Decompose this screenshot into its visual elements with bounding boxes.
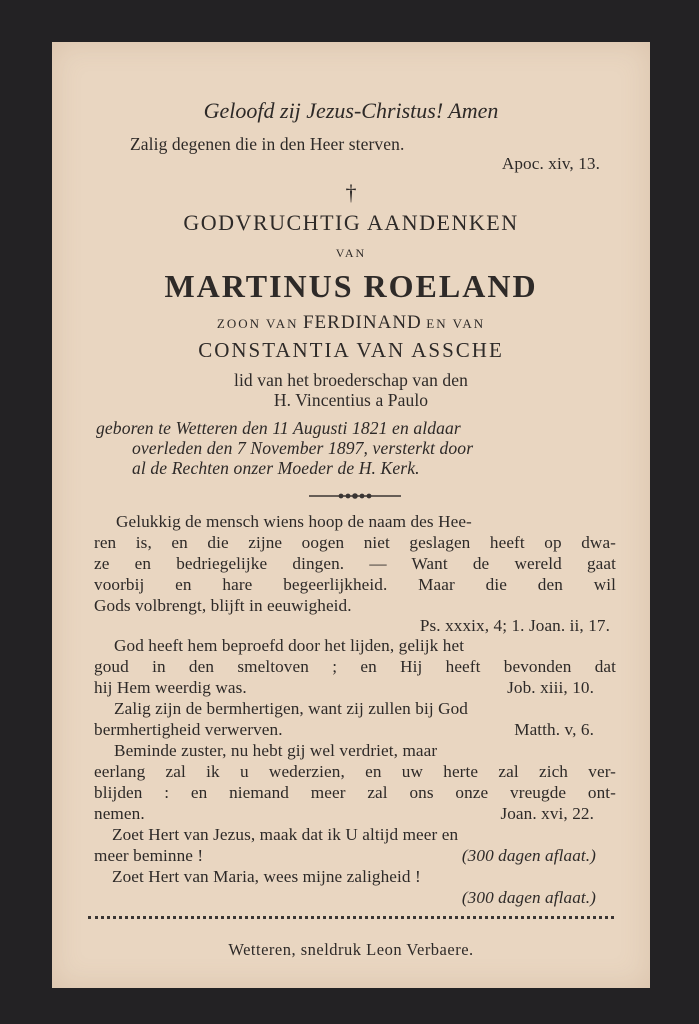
mother-name: CONSTANTIA VAN ASSCHE: [198, 338, 504, 362]
text-line: blijden : en niemand meer zal ons onze vreugde ont-: [94, 783, 616, 802]
scripture-reference: Joan. xvi, 22.: [500, 804, 594, 823]
text-line: meer beminne !: [94, 846, 204, 865]
ornament-divider-icon: [307, 491, 403, 501]
en-van-label: EN VAN: [426, 316, 486, 331]
cross-icon: †: [345, 180, 357, 205]
dotted-divider: [88, 916, 614, 919]
text-line: God heeft hem beproefd door het lijden, gelijk het: [114, 636, 465, 655]
text-line: eerlang zal ik u wederzien, en uw herte zal zich ver-: [94, 762, 616, 781]
text-line: ren is, en die zijne oogen niet geslagen heeft op dwa-: [94, 533, 616, 552]
text-line: Zoet Hert van Maria, wees mijne zaligheid !: [112, 867, 421, 886]
text-line: Beminde zuster, nu hebt gij wel verdriet, maar: [114, 741, 438, 760]
zoon-van-label: ZOON VAN: [216, 316, 299, 331]
text-line: Zalig zijn de bermhertigen, want zij zullen bij God: [114, 699, 468, 718]
text-line: bermhertigheid verwerven.: [94, 720, 283, 739]
life-line: overleden den 7 November 1897, versterkt door: [132, 438, 474, 458]
invocation: Geloofd zij Jezus-Christus! Amen: [203, 98, 499, 123]
verse-reference: Apoc. xiv, 13.: [501, 154, 600, 173]
indulgence-note: (300 dagen aflaat.): [461, 846, 596, 865]
text-line: Zoet Hert van Jezus, maak dat ik U altijd meer en: [112, 825, 459, 844]
verse: Zalig degenen die in den Heer sterven.: [130, 134, 405, 154]
van-label: VAN: [335, 246, 367, 260]
membership-line: H. Vincentius a Paulo: [273, 390, 429, 410]
text-line: voorbij en hare begeerlijkheid. Maar die den wil: [94, 575, 616, 594]
life-line: al de Rechten onzer Moeder de H. Kerk.: [132, 458, 420, 478]
deceased-name: MARTINUS ROELAND: [164, 268, 538, 304]
text-line: ze en bedriegelijke dingen. — Want de wereld gaat: [94, 554, 616, 573]
life-line: geboren te Wetteren den 11 Augusti 1821 en aldaar: [96, 418, 461, 438]
membership-line: lid van het broederschap van den: [233, 370, 468, 390]
scripture-reference: Ps. xxxix, 4; 1. Joan. ii, 17.: [419, 616, 610, 635]
printer-credit: Wetteren, sneldruk Leon Verbaere.: [228, 940, 474, 959]
text-line: Gods volbrengt, blijft in eeuwigheid.: [94, 596, 352, 615]
text-line: nemen.: [94, 804, 145, 823]
scripture-reference: Job. xiii, 10.: [507, 678, 594, 697]
indulgence-note: (300 dagen aflaat.): [461, 888, 596, 907]
father-name: FERDINAND: [302, 312, 422, 333]
text-line: goud in den smeltoven ; en Hij heeft bevonden dat: [94, 657, 616, 676]
scripture-reference: Matth. v, 6.: [514, 720, 594, 739]
text-line: Gelukkig de mensch wiens hoop de naam des Hee-: [116, 512, 472, 531]
parentage-line: [52, 312, 650, 334]
text-line: hij Hem weerdig was.: [94, 678, 247, 697]
memorial-card: [52, 42, 650, 988]
memorial-heading: GODVRUCHTIG AANDENKEN: [183, 210, 519, 235]
